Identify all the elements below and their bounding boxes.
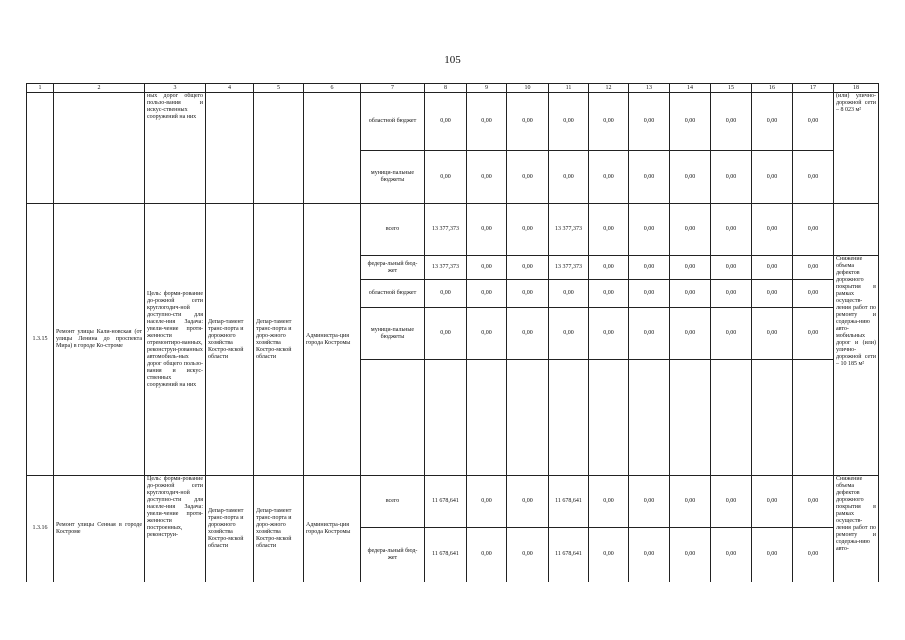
value-cell: 0,00 bbox=[629, 93, 670, 151]
item-name: Ремонт улицы Сенная в городе Костроме bbox=[54, 476, 145, 582]
value-cell: 0,00 bbox=[507, 280, 549, 308]
value-cell: 0,00 bbox=[711, 204, 752, 256]
empty-cell bbox=[361, 360, 425, 476]
value-cell: 0,00 bbox=[629, 528, 670, 582]
item-col6: Администра-ция города Костромы bbox=[304, 204, 361, 476]
column-header-15: 15 bbox=[711, 84, 752, 93]
value-cell: 0,00 bbox=[425, 151, 467, 204]
value-cell: 0,00 bbox=[670, 528, 711, 582]
column-header-12: 12 bbox=[589, 84, 629, 93]
funding-source: муници-пальные бюджеты bbox=[361, 151, 425, 204]
item-result-top bbox=[834, 204, 879, 256]
column-header-8: 8 bbox=[425, 84, 467, 93]
cont-num bbox=[27, 93, 54, 204]
value-cell: 0,00 bbox=[670, 476, 711, 528]
column-header-1: 1 bbox=[27, 84, 54, 93]
column-header-17: 17 bbox=[793, 84, 834, 93]
value-cell: 0,00 bbox=[670, 204, 711, 256]
empty-cell bbox=[752, 360, 793, 476]
item-goal: Цель: форми-рование до-рожной сети круглогодич-ной доступно-сти для населе-ния Задача: увели-чение протя-женности отремонтиро-ванных, реконструи-рованных автомобиль-ных дорог общего пользо-вания и искус-ственных сооружений на них bbox=[145, 204, 206, 476]
value-cell: 0,00 bbox=[670, 151, 711, 204]
empty-cell bbox=[589, 360, 629, 476]
item-col4: Депар-тамент транс-порта и дорожного хозяйства Костро-мской области bbox=[206, 476, 254, 582]
cont-col5 bbox=[254, 93, 304, 204]
page-number: 105 bbox=[444, 54, 461, 66]
value-cell: 0,00 bbox=[507, 204, 549, 256]
value-cell: 0,00 bbox=[507, 308, 549, 360]
value-cell: 0,00 bbox=[629, 151, 670, 204]
value-cell: 0,00 bbox=[793, 256, 834, 280]
value-cell: 0,00 bbox=[793, 151, 834, 204]
value-cell: 0,00 bbox=[670, 308, 711, 360]
value-cell: 0,00 bbox=[629, 256, 670, 280]
header-row bbox=[27, 84, 879, 93]
value-cell: 0,00 bbox=[793, 308, 834, 360]
empty-cell bbox=[467, 360, 507, 476]
item-col5: Депар-тамент транс-порта и доро-жного хозяйства Костро-мской области bbox=[254, 476, 304, 582]
value-cell: 0,00 bbox=[752, 308, 793, 360]
cont-col4 bbox=[206, 93, 254, 204]
empty-cell bbox=[549, 360, 589, 476]
value-cell: 0,00 bbox=[589, 528, 629, 582]
value-cell: 0,00 bbox=[752, 151, 793, 204]
item-col5: Депар-тамент транс-порта и доро-жного хозяйства Костро-мской области bbox=[254, 204, 304, 476]
value-cell: 0,00 bbox=[793, 476, 834, 528]
value-cell: 13 377,373 bbox=[549, 204, 589, 256]
value-cell: 0,00 bbox=[670, 93, 711, 151]
table-row bbox=[27, 204, 879, 256]
value-cell: 0,00 bbox=[467, 151, 507, 204]
value-cell: 0,00 bbox=[507, 476, 549, 528]
item-name: Ремонт улицы Кали-новская (от улицы Ленина до проспекта Мира) в городе Ко-строме bbox=[54, 204, 145, 476]
column-header-13: 13 bbox=[629, 84, 670, 93]
value-cell: 0,00 bbox=[467, 256, 507, 280]
empty-cell bbox=[793, 360, 834, 476]
value-cell: 0,00 bbox=[589, 256, 629, 280]
funding-source: федера-льный бюд-жет bbox=[361, 256, 425, 280]
value-cell: 13 377,373 bbox=[425, 256, 467, 280]
value-cell: 0,00 bbox=[589, 476, 629, 528]
column-header-5: 5 bbox=[254, 84, 304, 93]
table-row bbox=[27, 476, 879, 528]
value-cell: 0,00 bbox=[629, 280, 670, 308]
funding-source: муници-пальные бюджеты bbox=[361, 308, 425, 360]
value-cell: 0,00 bbox=[467, 204, 507, 256]
item-result: Снижение объема дефектов дорожного покрытия в рамках осуществ-ления работ по ремонту и содержа-нию авто- bbox=[834, 476, 879, 582]
value-cell: 0,00 bbox=[549, 151, 589, 204]
program-table bbox=[26, 83, 879, 582]
value-cell: 0,00 bbox=[549, 308, 589, 360]
value-cell: 0,00 bbox=[711, 256, 752, 280]
value-cell: 0,00 bbox=[507, 256, 549, 280]
cont-result: (или) улично-дорожной сети – 8 023 м² bbox=[834, 93, 879, 204]
value-cell: 0,00 bbox=[589, 280, 629, 308]
item-col4: Депар-тамент транс-порта и дорожного хозяйства Костро-мской области bbox=[206, 204, 254, 476]
funding-source: федера-льный бюд-жет bbox=[361, 528, 425, 582]
column-header-18: 18 bbox=[834, 84, 879, 93]
value-cell: 0,00 bbox=[793, 528, 834, 582]
column-header-14: 14 bbox=[670, 84, 711, 93]
item-number: 1.3.16 bbox=[27, 476, 54, 582]
column-header-6: 6 bbox=[304, 84, 361, 93]
value-cell: 0,00 bbox=[589, 93, 629, 151]
value-cell: 0,00 bbox=[711, 151, 752, 204]
value-cell: 0,00 bbox=[549, 280, 589, 308]
value-cell: 11 678,641 bbox=[425, 528, 467, 582]
value-cell: 11 678,641 bbox=[425, 476, 467, 528]
value-cell: 0,00 bbox=[549, 93, 589, 151]
column-header-7: 7 bbox=[361, 84, 425, 93]
value-cell: 0,00 bbox=[793, 204, 834, 256]
empty-cell bbox=[507, 360, 549, 476]
value-cell: 0,00 bbox=[589, 151, 629, 204]
value-cell: 0,00 bbox=[752, 93, 793, 151]
cont-col6 bbox=[304, 93, 361, 204]
value-cell: 0,00 bbox=[752, 528, 793, 582]
value-cell: 0,00 bbox=[670, 280, 711, 308]
value-cell: 0,00 bbox=[711, 280, 752, 308]
value-cell: 0,00 bbox=[670, 256, 711, 280]
item-result: Снижение объема дефектов дорожного покрытия в рамках осуществ-ления работ по ремонту и содержа-нию авто-мобильных дорог и (или) улично-дорожной сети – 10 185 м² bbox=[834, 256, 879, 476]
value-cell: 0,00 bbox=[793, 93, 834, 151]
value-cell: 0,00 bbox=[425, 280, 467, 308]
value-cell: 0,00 bbox=[752, 204, 793, 256]
value-cell: 11 678,641 bbox=[549, 528, 589, 582]
cont-goal: ных дорог общего пользо-вания и искус-ственных сооружений на них bbox=[145, 93, 206, 204]
value-cell: 13 377,373 bbox=[549, 256, 589, 280]
empty-cell bbox=[711, 360, 752, 476]
column-header-4: 4 bbox=[206, 84, 254, 93]
value-cell: 0,00 bbox=[589, 308, 629, 360]
item-col6: Администра-ция города Костромы bbox=[304, 476, 361, 582]
value-cell: 0,00 bbox=[752, 256, 793, 280]
value-cell: 0,00 bbox=[793, 280, 834, 308]
value-cell: 0,00 bbox=[507, 151, 549, 204]
value-cell: 0,00 bbox=[752, 280, 793, 308]
column-header-3: 3 bbox=[145, 84, 206, 93]
value-cell: 0,00 bbox=[507, 93, 549, 151]
table-row bbox=[27, 93, 879, 151]
value-cell: 0,00 bbox=[467, 528, 507, 582]
value-cell: 0,00 bbox=[752, 476, 793, 528]
value-cell: 0,00 bbox=[629, 308, 670, 360]
value-cell: 0,00 bbox=[507, 528, 549, 582]
value-cell: 0,00 bbox=[711, 308, 752, 360]
item-number: 1.3.15 bbox=[27, 204, 54, 476]
empty-cell bbox=[425, 360, 467, 476]
value-cell: 11 678,641 bbox=[549, 476, 589, 528]
value-cell: 0,00 bbox=[711, 476, 752, 528]
column-header-9: 9 bbox=[467, 84, 507, 93]
value-cell: 0,00 bbox=[711, 528, 752, 582]
column-header-11: 11 bbox=[549, 84, 589, 93]
value-cell: 0,00 bbox=[467, 308, 507, 360]
funding-source: всего bbox=[361, 204, 425, 256]
empty-cell bbox=[670, 360, 711, 476]
funding-source: областной бюджет bbox=[361, 93, 425, 151]
funding-source: всего bbox=[361, 476, 425, 528]
value-cell: 0,00 bbox=[425, 308, 467, 360]
column-header-2: 2 bbox=[54, 84, 145, 93]
value-cell: 0,00 bbox=[467, 476, 507, 528]
value-cell: 13 377,373 bbox=[425, 204, 467, 256]
funding-source: областной бюджет bbox=[361, 280, 425, 308]
column-header-16: 16 bbox=[752, 84, 793, 93]
value-cell: 0,00 bbox=[467, 93, 507, 151]
cont-name bbox=[54, 93, 145, 204]
item-goal: Цель: форми-рование до-рожной сети круглогодич-ной доступно-сти для населе-ния Задача: увели-чение протя-женности построенных, реконструи- bbox=[145, 476, 206, 582]
value-cell: 0,00 bbox=[629, 204, 670, 256]
value-cell: 0,00 bbox=[425, 93, 467, 151]
value-cell: 0,00 bbox=[711, 93, 752, 151]
value-cell: 0,00 bbox=[629, 476, 670, 528]
value-cell: 0,00 bbox=[589, 204, 629, 256]
column-header-10: 10 bbox=[507, 84, 549, 93]
empty-cell bbox=[629, 360, 670, 476]
value-cell: 0,00 bbox=[467, 280, 507, 308]
